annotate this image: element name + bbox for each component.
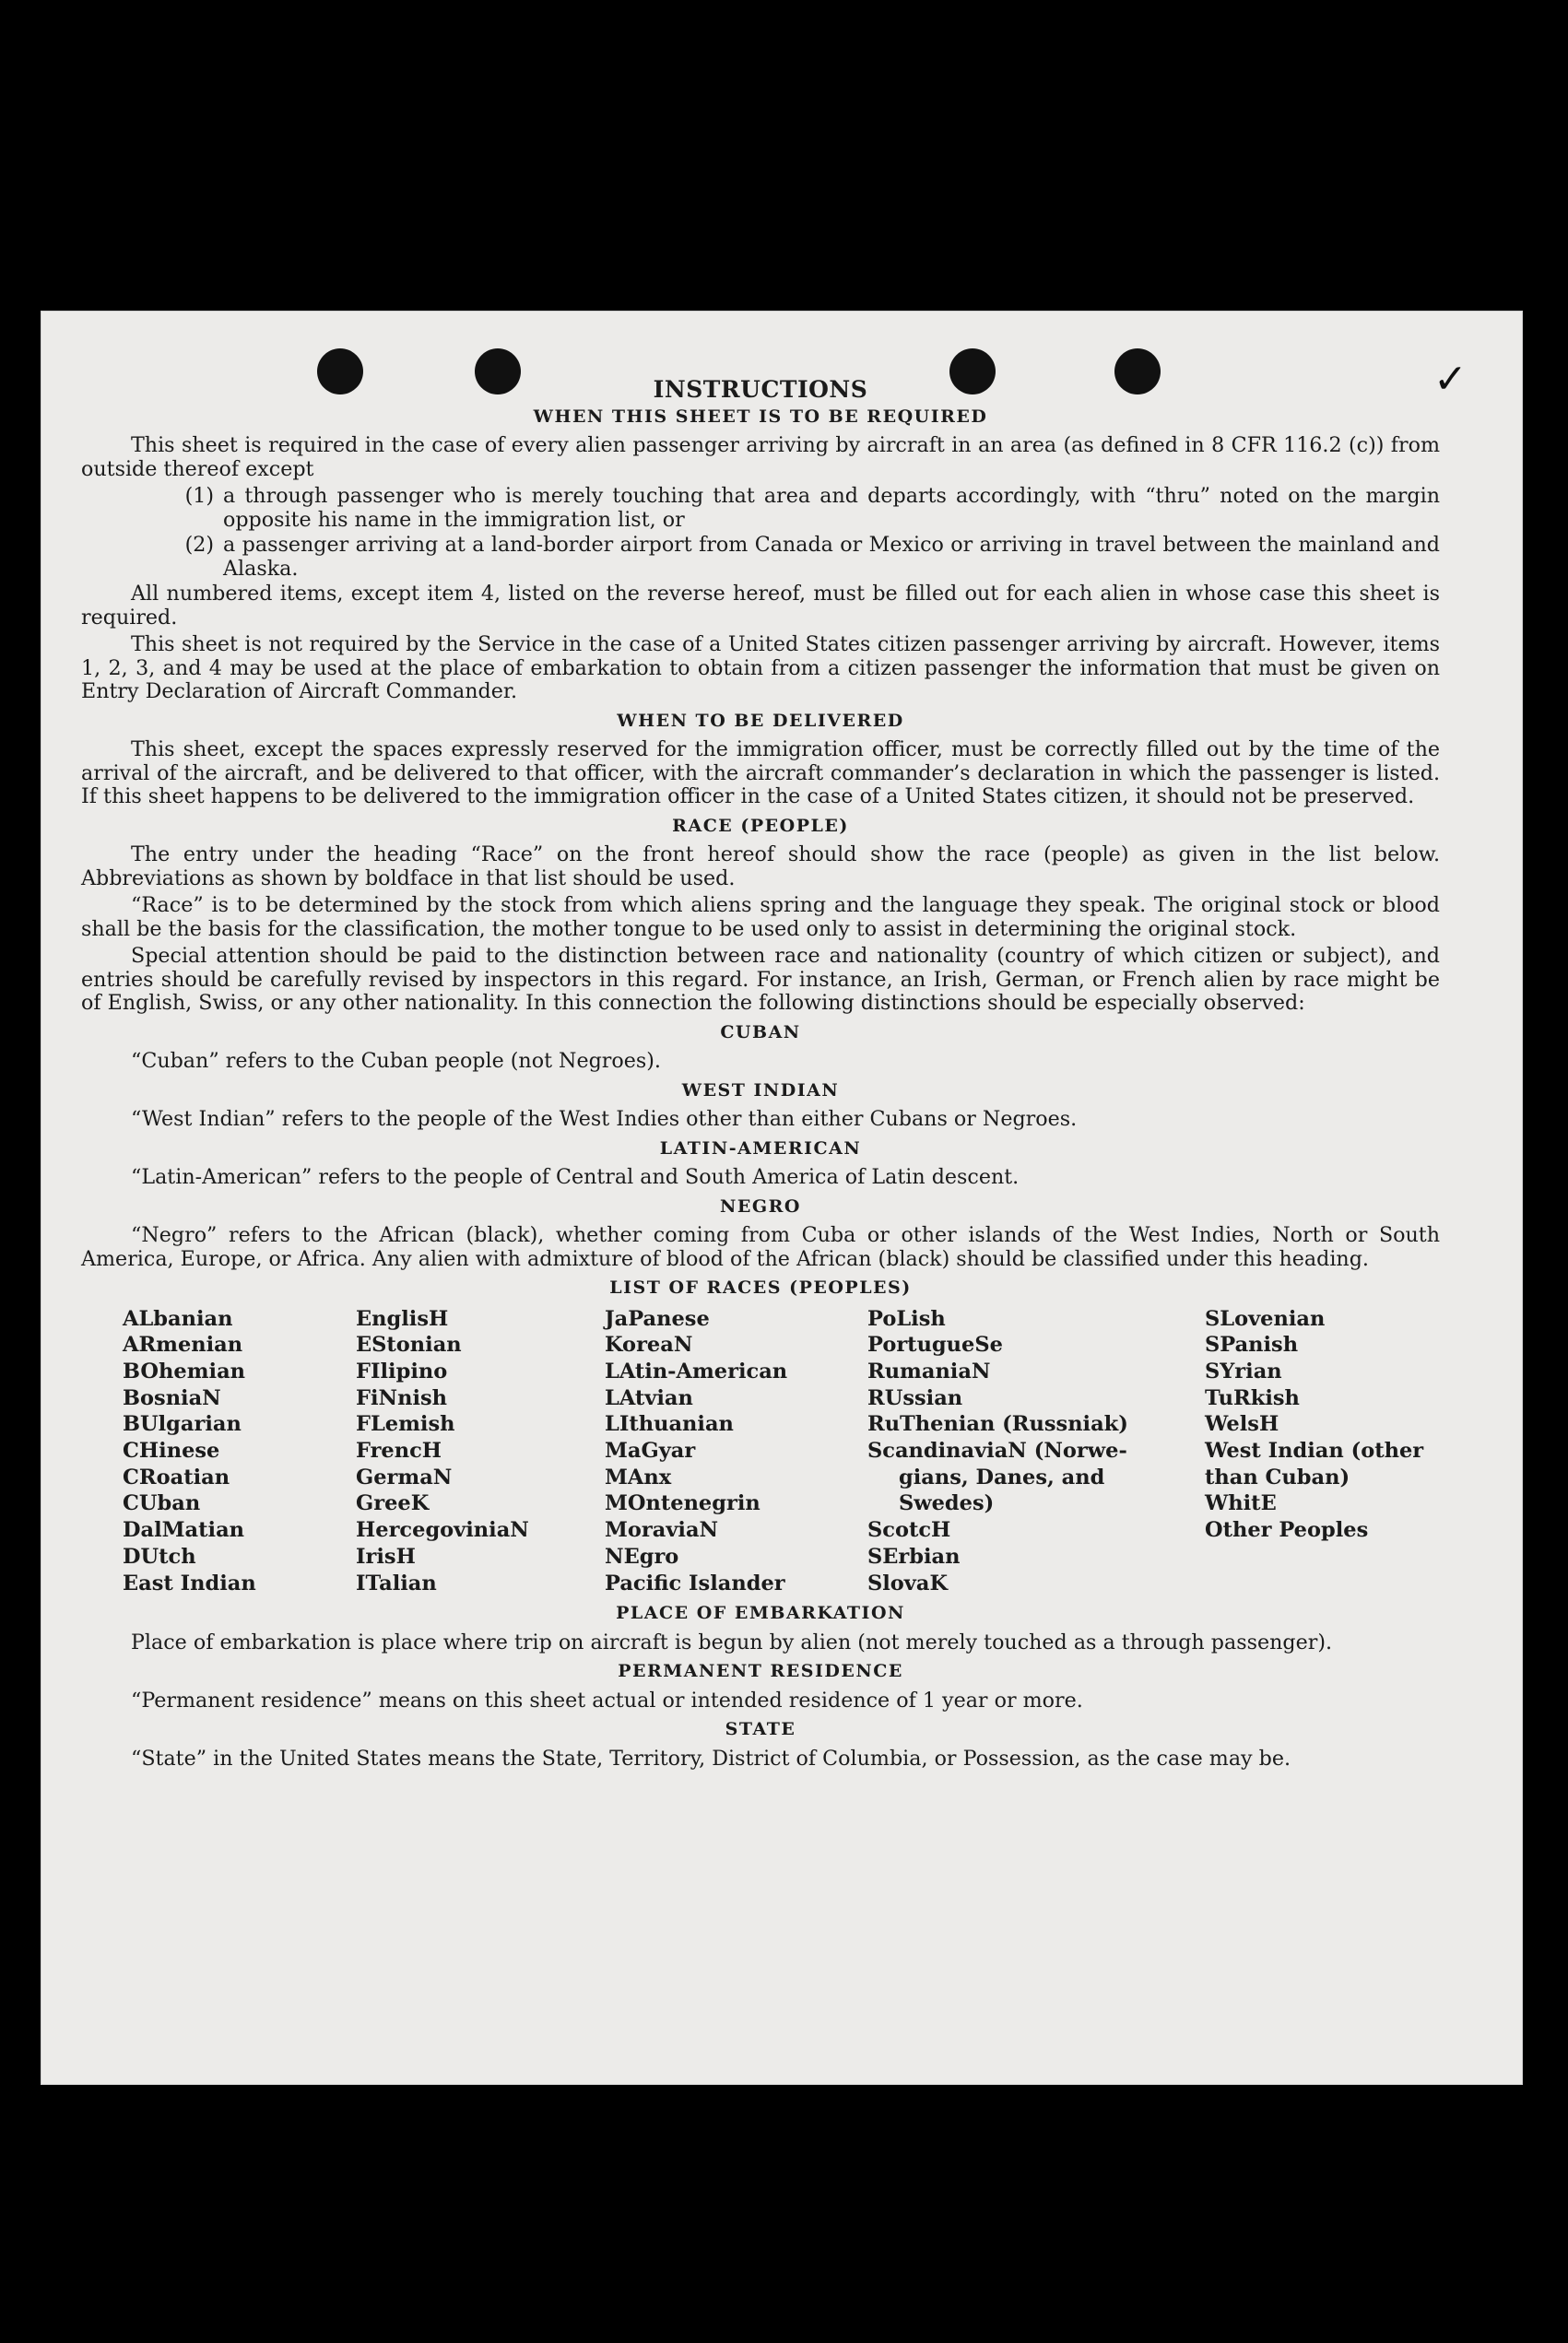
race-item: FrencH — [356, 1439, 442, 1464]
race-item: IrisH — [356, 1544, 416, 1569]
list-number: (2) — [184, 533, 214, 557]
race-item: SErbian — [867, 1544, 961, 1569]
race-item: SYrian — [1205, 1359, 1282, 1383]
paragraph: This sheet is not required by the Service in the case of a United States citizen passenger arriving by aircraft. However, items 1, 2, 3, and 4 may be used at the place of embarkation to obtain from a citizen passenger the information that must be given on Entry Declaration of Aircraft Commander. — [81, 632, 1440, 703]
race-item: Swedes) — [899, 1491, 995, 1516]
instructions-text — [81, 378, 1440, 1774]
check-mark-icon: ✓ — [1433, 356, 1468, 403]
race-item: SlovaK — [867, 1571, 949, 1595]
race-item: DUtch — [123, 1544, 196, 1569]
paragraph: This sheet is required in the case of every alien passenger arriving by aircraft in an area (as defined in 8 CFR 116.2 (c)) from outside thereof except — [81, 433, 1440, 481]
race-item: RuThenian (Russniak) — [867, 1412, 1128, 1437]
section-heading: CUBAN — [720, 1021, 801, 1042]
list-item — [81, 485, 1440, 532]
race-item: ARmenian — [123, 1333, 243, 1358]
section-heading: WHEN THIS SHEET IS TO BE REQUIRED — [533, 406, 988, 427]
race-item: FLemish — [356, 1412, 455, 1437]
paragraph: “State” in the United States means the State, Territory, District of Columbia, or Possession, as the case may be. — [131, 1746, 1291, 1771]
section-heading: LATIN-AMERICAN — [659, 1137, 862, 1159]
section-heading: LIST OF RACES (PEOPLES) — [609, 1277, 912, 1298]
page-title: INSTRUCTIONS — [653, 376, 868, 403]
race-item: NEgro — [605, 1544, 679, 1569]
race-column — [867, 1306, 1205, 1597]
list-item — [81, 534, 1440, 581]
paragraph: Special attention should be paid to the distinction between race and nationality (country of which citizen or subject), and entries should be carefully revised by inspectors in this regard. For instance, an Irish, German, or French alien by race might be of English, Swiss, or any other nationality. In this connection the following distinctions should be especially observed: — [81, 944, 1440, 1015]
paragraph: Place of embarkation is place where trip on aircraft is begun by alien (not merely touched as a through passenger). — [131, 1630, 1333, 1654]
race-column — [356, 1306, 605, 1597]
race-item: CHinese — [123, 1439, 220, 1464]
race-item: KoreaN — [605, 1333, 693, 1358]
race-item: MoraviaN — [605, 1518, 719, 1543]
paragraph: “West Indian” refers to the people of the West Indies other than either Cubans or Negroes. — [131, 1107, 1078, 1131]
race-item: JaPanese — [605, 1306, 710, 1331]
paragraph: “Cuban” refers to the Cuban people (not Negroes). — [131, 1049, 661, 1073]
section-heading: NEGRO — [720, 1195, 801, 1217]
list-number: (1) — [184, 484, 214, 508]
paragraph: “Race” is to be determined by the stock from which aliens spring and the language they speak. The original stock or blood shall be the basis for the classification, the mother tongue to be used only to assist in determining the original stock. — [81, 893, 1440, 941]
race-item: ScotcH — [867, 1518, 951, 1543]
race-item: WhitE — [1205, 1491, 1277, 1516]
section-heading: WEST INDIAN — [681, 1079, 840, 1101]
race-item: West Indian (other — [1205, 1439, 1424, 1464]
race-item: MOntenegrin — [605, 1491, 760, 1516]
paragraph: “Latin-American” refers to the people of Central and South America of Latin descent. — [131, 1165, 1020, 1189]
race-item: FIlipino — [356, 1359, 448, 1383]
paragraph: The entry under the heading “Race” on the front hereof should show the race (people) as given in the list below. Abbreviations as shown by boldface in that list should be used. — [81, 842, 1440, 890]
race-item: ScandinaviaN (Norwe- — [867, 1439, 1127, 1464]
paragraph: “Permanent residence” means on this sheet actual or intended residence of 1 year or more. — [131, 1688, 1083, 1713]
race-item: TuRkish — [1205, 1385, 1300, 1410]
race-item: LIthuanian — [605, 1412, 734, 1437]
section-heading: PERMANENT RESIDENCE — [618, 1661, 903, 1682]
race-item: Pacific Islander — [605, 1571, 785, 1595]
race-item: LAtvian — [605, 1385, 693, 1410]
paragraph: All numbered items, except item 4, listed on the reverse hereof, must be filled out for each alien in whose case this sheet is required. — [81, 582, 1440, 630]
race-item: PortugueSe — [867, 1333, 1003, 1358]
paragraph: This sheet, except the spaces expressly reserved for the immigration officer, must be correctly filled out by the time of the arrival of the aircraft, and be delivered to that officer, with the aircraft commander’s declaration in which the passenger is listed. If this sheet happens to be delivered to the immigration officer in the case of a United States citizen, it should not be preserved. — [81, 737, 1440, 808]
section-heading: RACE (PEOPLE) — [672, 815, 849, 836]
race-item: CRoatian — [123, 1465, 230, 1489]
race-item: HercegoviniaN — [356, 1518, 529, 1543]
race-column — [123, 1306, 356, 1597]
race-item: GreeK — [356, 1491, 430, 1516]
race-item: GermaN — [356, 1465, 453, 1489]
race-item: MaGyar — [605, 1439, 696, 1464]
race-item: MAnx — [605, 1465, 672, 1489]
race-item: RUssian — [867, 1385, 963, 1410]
race-item: BUlgarian — [123, 1412, 242, 1437]
race-item: SLovenian — [1205, 1306, 1326, 1331]
race-item: EnglisH — [356, 1306, 449, 1331]
race-item: than Cuban) — [1205, 1465, 1350, 1489]
race-item: EStonian — [356, 1333, 462, 1358]
list-text: a passenger arriving at a land-border airport from Canada or Mexico or arriving in travel between the mainland and Alaska. — [223, 533, 1440, 581]
race-item: FiNnish — [356, 1385, 448, 1410]
race-item: ITalian — [356, 1571, 437, 1595]
race-list — [123, 1306, 1440, 1597]
race-item: BosniaN — [123, 1385, 221, 1410]
race-column — [605, 1306, 867, 1597]
race-item: Other Peoples — [1205, 1518, 1369, 1543]
race-item: PoLish — [867, 1306, 946, 1331]
race-item: SPanish — [1205, 1333, 1299, 1358]
race-item: LAtin-American — [605, 1359, 788, 1383]
paragraph: “Negro” refers to the African (black), whether coming from Cuba or other islands of the West Indies, North or South America, Europe, or Africa. Any alien with admixture of blood of the African (black) should be classified under this heading. — [81, 1223, 1440, 1271]
race-item: DalMatian — [123, 1518, 245, 1543]
race-item: gians, Danes, and — [899, 1465, 1105, 1489]
race-item: RumaniaN — [867, 1359, 991, 1383]
section-heading: PLACE OF EMBARKATION — [616, 1603, 905, 1624]
race-item: WelsH — [1205, 1412, 1279, 1437]
race-item: CUban — [123, 1491, 201, 1516]
section-heading: WHEN TO BE DELIVERED — [617, 710, 904, 731]
race-column — [1205, 1306, 1481, 1597]
section-heading: STATE — [725, 1719, 796, 1740]
list-text: a through passenger who is merely touching that area and departs accordingly, with “thru” noted on the margin opposite his name in the immigration list, or — [223, 484, 1440, 532]
race-item: East Indian — [123, 1571, 256, 1595]
race-item: ALbanian — [123, 1306, 233, 1331]
race-item: BOhemian — [123, 1359, 246, 1383]
